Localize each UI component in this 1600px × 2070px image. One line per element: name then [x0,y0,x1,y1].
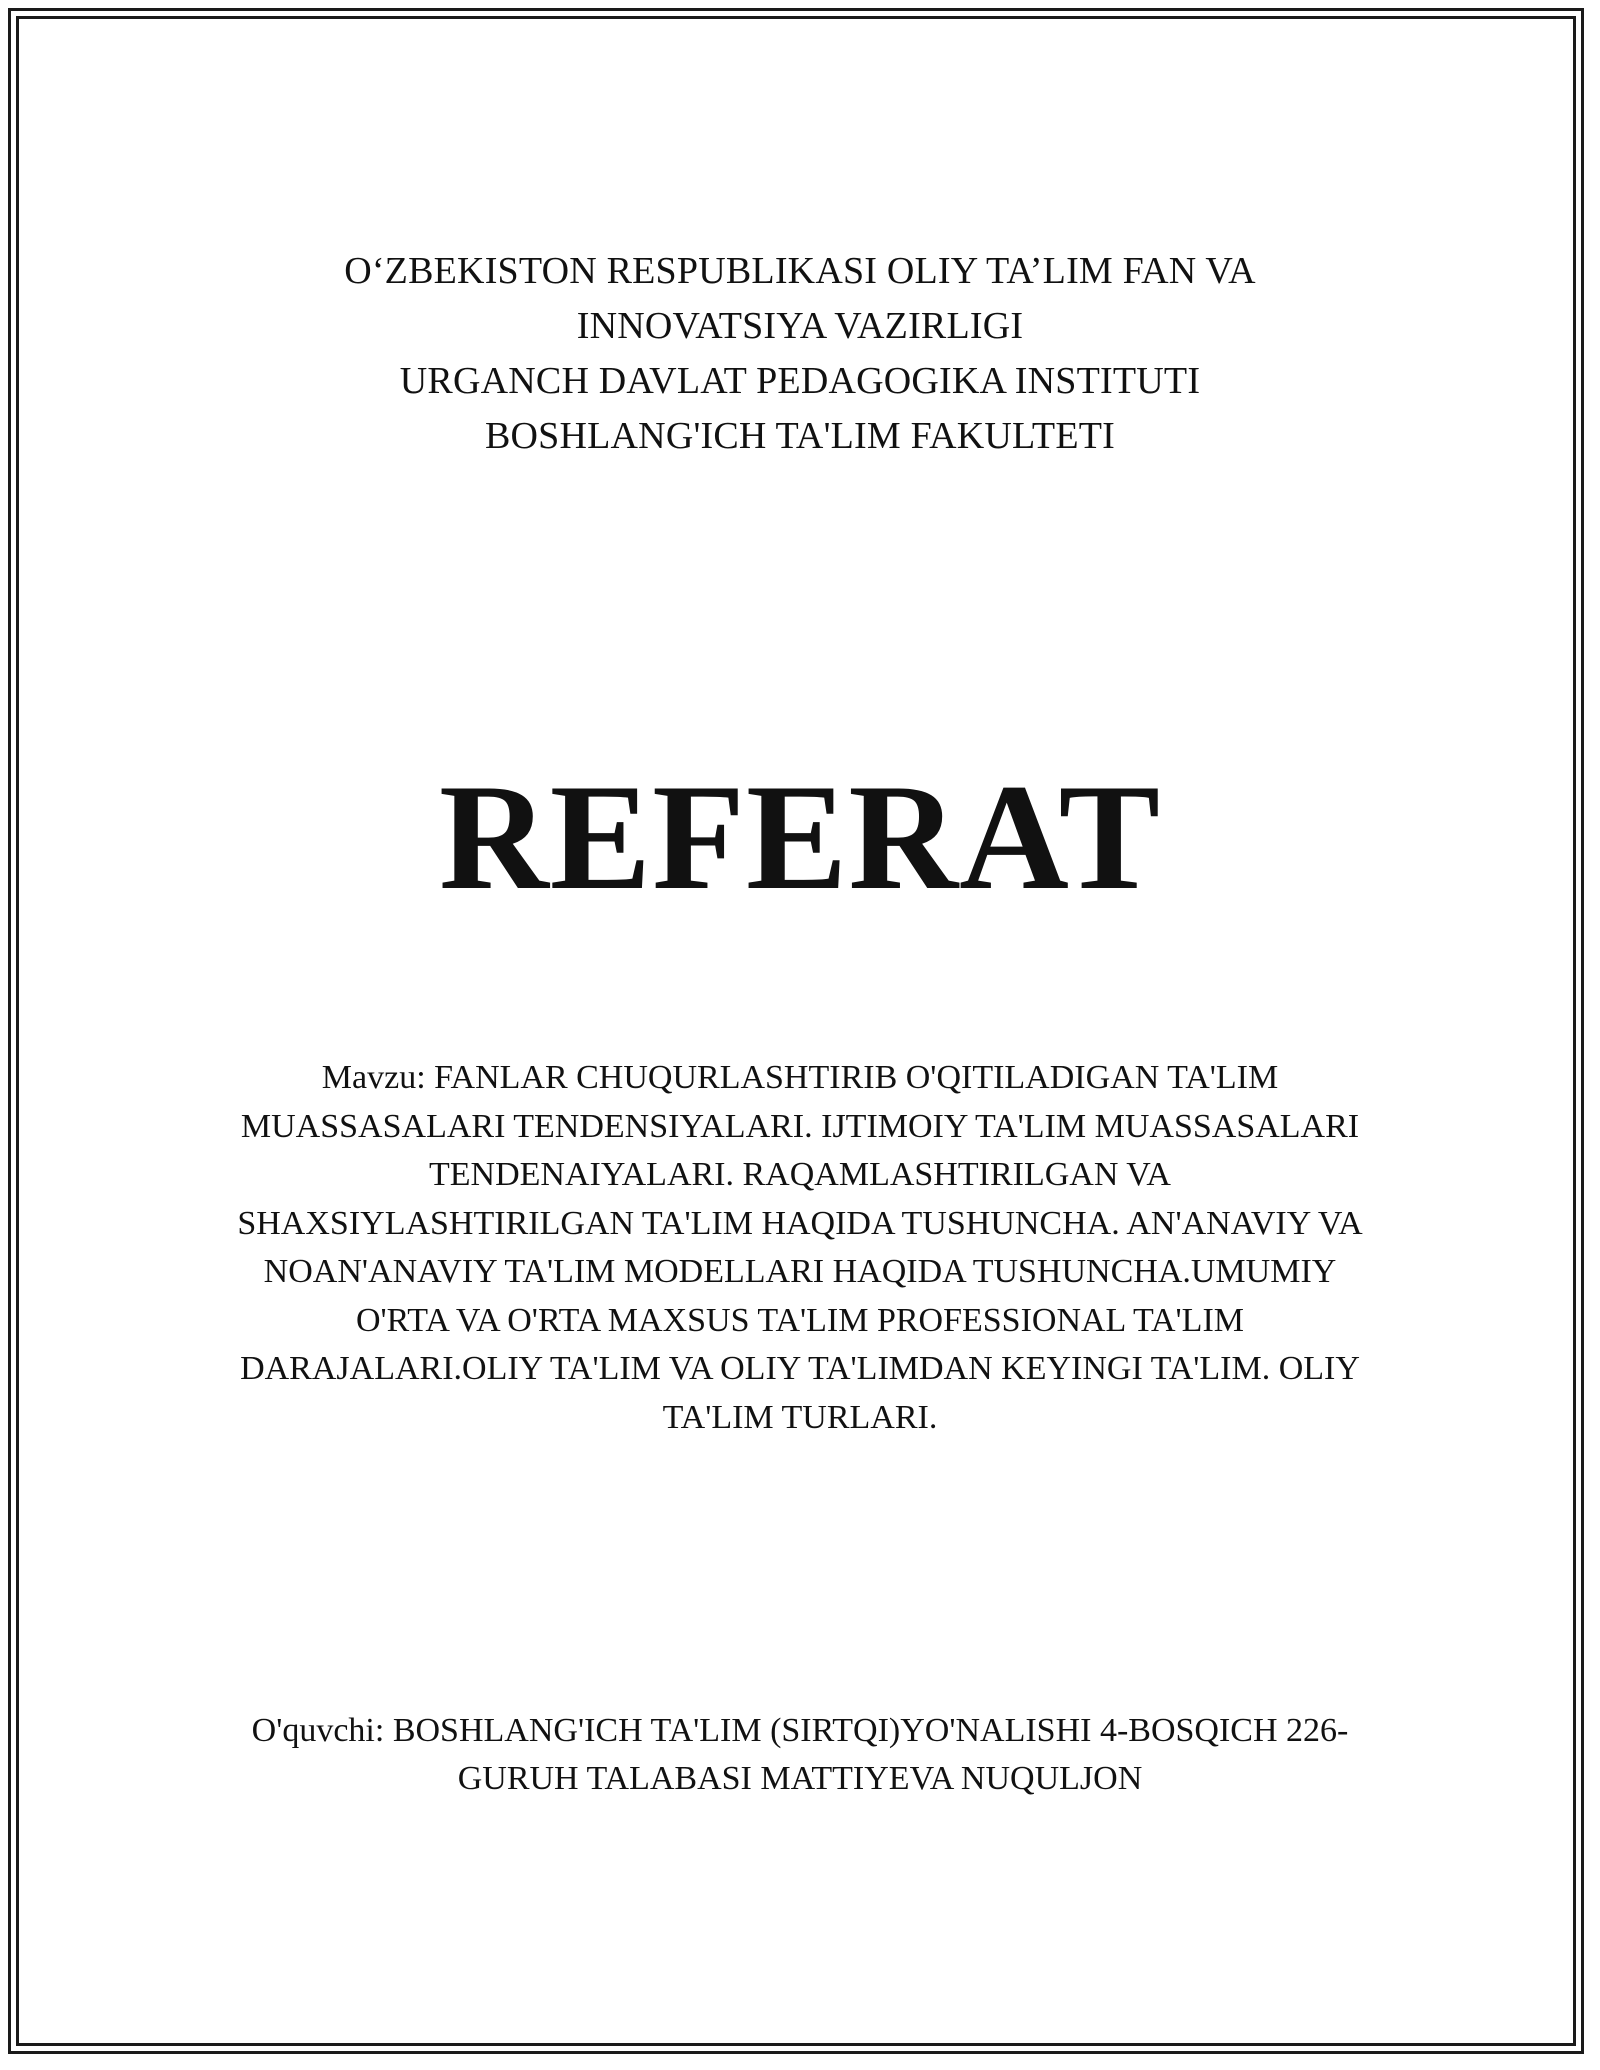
topic-label: Mavzu: [321,1059,426,1096]
header-line: URGANCH DAVLAT PEDAGOGIKA INSTITUTI [399,360,1201,402]
student-label: O'quvchi: [251,1712,385,1749]
student-text: BOSHLANG'ICH TA'LIM (SIRTQI)YO'NALISHI 4-BOSQICH 226-GURUH TALABASI MATTIYEVA NUQULJON [392,1712,1349,1797]
document-title: REFERAT [438,753,1162,921]
student-block [220,1707,1380,1803]
institution-header [0,244,1600,464]
header-line: INNOVATSIYA VAZIRLIGI [576,305,1024,347]
topic-text: FANLAR CHUQURLASHTIRIB O'QITILADIGAN TA'LIM MUASSASALARI TENDENSIYALARI. IJTIMOIY TA'LIM MUASSASALARI TENDENAIYALARI. RAQAMLASHTIRILGAN VA SHAXSIYLASHTIRILGAN TA'LIM HAQIDA TUSHUNCHA. AN'ANAVIY VA NOAN'ANAVIY TA'LIM MODELLARI HAQIDA TUSHUNCHA.UMUMIY O'RTA VA O'RTA MAXSUS TA'LIM PROFESSIONAL TA'LIM DARAJALARI.OLIY TA'LIM VA OLIY TA'LIMDAN KEYINGI TA'LIM. OLIY TA'LIM TURLARI. [237,1059,1363,1436]
header-line: O‘ZBEKISTON RESPUBLIKASI OLIY TA’LIM FAN VA [344,250,1256,292]
header-line: BOSHLANG'ICH TA'LIM FAKULTETI [484,415,1116,457]
topic-block [230,1054,1370,1442]
